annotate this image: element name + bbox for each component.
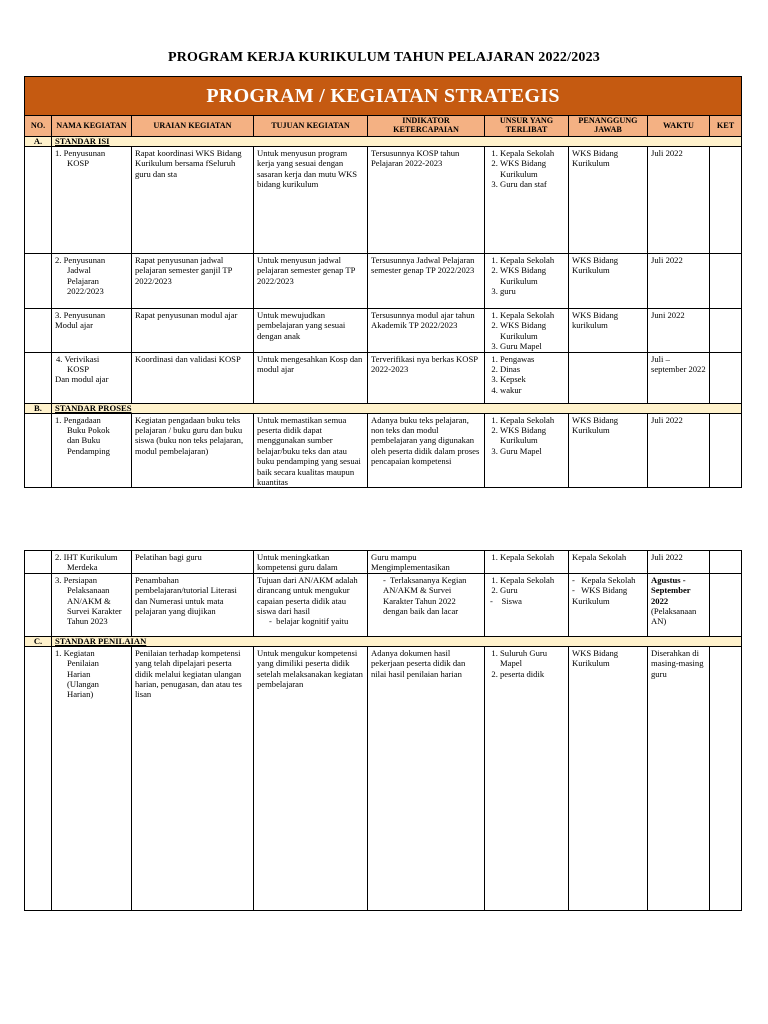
nama-line: Harian)	[67, 689, 94, 700]
header-waktu: WAKTU	[648, 116, 710, 137]
list-item: 3. Guru Mapel	[500, 341, 566, 351]
ket-cell	[710, 551, 742, 574]
nama-line: Buku Pokok	[67, 425, 110, 436]
section-no: C.	[25, 636, 52, 646]
banner-row	[25, 77, 742, 116]
ket-cell	[710, 573, 742, 636]
tujuan-cell: Untuk memastikan semua peserta didik dapat menggunakan sumber belajar/buku teks dan atau buku pendamping yang sesuai baik secara kualitas maupun kuantitas	[254, 413, 368, 488]
nama-line: 4. Verivikasi	[56, 353, 100, 364]
section-row-a	[25, 137, 742, 147]
nama-kegiatan-cell	[52, 309, 132, 353]
section-label: STANDAR PROSES	[52, 403, 742, 413]
pj-cell: WKS Bidang Kurikulum	[569, 413, 648, 488]
nama-line: Pendamping	[67, 445, 110, 456]
row-no-cell	[25, 147, 52, 254]
waktu-note: (Pelaksanaan AN)	[651, 606, 697, 627]
header-uraian-kegiatan: URAIAN KEGIATAN	[132, 116, 254, 137]
list-item: 2. Dinas	[500, 364, 566, 374]
table-row	[25, 413, 742, 488]
document-title: PROGRAM KERJA KURIKULUM TAHUN PELAJARAN 2022/2023	[167, 50, 600, 65]
list-item: 3. Guru Mapel	[500, 446, 566, 456]
table-row	[25, 573, 742, 636]
nama-line: 3. Penyusunan	[55, 310, 106, 320]
section-no: A.	[25, 137, 52, 147]
unsur-cell	[485, 413, 569, 488]
nama-line: AN/AKM &	[67, 595, 111, 606]
pj-cell: WKS Bidang Kurikulum	[569, 254, 648, 309]
waktu-cell: Diserahkan di masing-masing guru	[648, 646, 710, 910]
nama-line: Modul ajar	[55, 320, 93, 331]
waktu-cell: Juni 2022	[648, 309, 710, 353]
nama-kegiatan-cell	[52, 573, 132, 636]
nama-line: Merdeka	[67, 562, 98, 573]
header-unsur: UNSUR YANG TERLIBAT	[485, 116, 569, 137]
nama-line: Pelaksanaan	[67, 585, 110, 596]
pj-cell	[569, 573, 648, 636]
nama-line: Jadwal	[67, 265, 91, 276]
list-item: - Terlaksananya Kegian AN/AKM & Survei Karakter Tahun 2022 dengan baik dan lacar	[383, 574, 467, 617]
list-item: 4. wakur	[500, 385, 566, 395]
list-item: 2. WKS Bidang Kurikulum	[500, 158, 566, 179]
list-item: 2. peserta didik	[500, 669, 566, 679]
nama-line: KOSP	[67, 158, 89, 169]
ket-cell	[710, 309, 742, 353]
program-table-page-1	[24, 76, 742, 488]
indikator-cell: Tersusunnya KOSP tahun Pelajaran 2022-2023	[368, 147, 485, 254]
indikator-cell: Tersusunnya Jadwal Pelajaran semester genap TP 2022/2023	[368, 254, 485, 309]
nama-line: 1. Kegiatan	[55, 647, 95, 658]
header-ket: KET	[710, 116, 742, 137]
unsur-cell	[485, 254, 569, 309]
row-no-cell	[25, 413, 52, 488]
list-item: 2. WKS Bidang Kurikulum	[500, 320, 566, 341]
table-row	[25, 147, 742, 254]
indikator-cell: Adanya buku teks pelajaran, non teks dan modul pembelajaran yang digunakan oleh peserta didik dalam proses pencapaian kompetensi	[368, 413, 485, 488]
waktu-cell	[648, 573, 710, 636]
section-label: STANDAR ISI	[52, 137, 742, 147]
pj-cell: Kepala Sekolah	[569, 551, 648, 574]
nama-line: Penilaian	[67, 658, 99, 669]
list-item: 3. guru	[500, 286, 566, 296]
table-row	[25, 646, 742, 910]
nama-line: Tahun 2023	[67, 616, 108, 627]
unsur-cell	[485, 352, 569, 403]
list-item: 3. Kepsek	[500, 374, 566, 384]
list-item: - belajar kognitif yaitu	[269, 616, 349, 627]
waktu-cell: Juli 2022	[648, 413, 710, 488]
pj-cell	[569, 352, 648, 403]
nama-line: 3. Persiapan	[55, 574, 98, 585]
pj-cell: WKS Bidang Kurikulum	[569, 147, 648, 254]
nama-kegiatan-cell	[52, 413, 132, 488]
row-no-cell	[25, 352, 52, 403]
unsur-cell	[485, 573, 569, 636]
nama-kegiatan-cell	[52, 352, 132, 403]
section-no: B.	[25, 403, 52, 413]
indikator-cell: Tersusunnya modul ajar tahun Akademik TP 2022/2023	[368, 309, 485, 353]
uraian-cell: Koordinasi dan validasi KOSP	[132, 352, 254, 403]
tujuan-cell: Untuk menyusun jadwal pelajaran semester genap TP 2022/2023	[254, 254, 368, 309]
table-row	[25, 352, 742, 403]
list-item: 1. Kepala Sekolah	[500, 255, 566, 265]
list-item-text: Siswa	[501, 595, 523, 606]
uraian-cell: Rapat koordinasi WKS Bidang Kurikulum bersama fSeluruh guru dan sta	[132, 147, 254, 254]
header-indikator: INDIKATOR KETERCAPAIAN	[368, 116, 485, 137]
nama-line: Harian	[67, 668, 91, 679]
uraian-cell: Rapat penyusunan jadwal pelajaran semester ganjil TP 2022/2023	[132, 254, 254, 309]
header-penanggung-jawab: PENANGGUNG JAWAB	[569, 116, 648, 137]
nama-line: 2022/2023	[67, 286, 104, 297]
list-item-text: Kepala Sekolah	[581, 574, 636, 585]
header-no: NO.	[25, 116, 52, 137]
nama-kegiatan-cell	[52, 147, 132, 254]
nama-line: 2. IHT Kurikulum	[55, 552, 118, 562]
header-nama-kegiatan: NAMA KEGIATAN	[52, 116, 132, 137]
indikator-cell: Terverifikasi nya berkas KOSP 2022-2023	[368, 352, 485, 403]
nama-line: Pelajaran	[67, 275, 99, 286]
nama-line: 2. Penyusunan	[55, 255, 106, 265]
list-item-text: WKS Bidang Kurikulum	[572, 585, 628, 606]
uraian-cell: Kegiatan pengadaan buku teks pelajaran / buku guru dan buku siswa (buku non teks pelajaran, modul pembelajaran)	[132, 413, 254, 488]
list-item-text: Terlaksananya Kegian AN/AKM & Survei Karakter Tahun 2022 dengan baik dan lacar	[383, 574, 467, 617]
ket-cell	[710, 352, 742, 403]
tujuan-cell	[254, 573, 368, 636]
uraian-cell: Rapat penyusunan modul ajar	[132, 309, 254, 353]
nama-kegiatan-cell	[52, 254, 132, 309]
pj-cell: WKS Bidang Kurikulum	[569, 646, 648, 910]
nama-kegiatan-cell	[52, 551, 132, 574]
tujuan-cell: Untuk mengesahkan Kosp dan modul ajar	[254, 352, 368, 403]
nama-line: dan Buku	[67, 435, 101, 446]
table-row	[25, 309, 742, 353]
indikator-cell	[368, 573, 485, 636]
banner-title: PROGRAM / KEGIATAN STRATEGIS	[25, 77, 742, 116]
list-item: 1. Kepala Sekolah	[500, 148, 566, 158]
list-item: 1. Kepala Sekolah	[500, 415, 566, 425]
nama-kegiatan-cell	[52, 646, 132, 910]
pj-cell: WKS Bidang kurikulum	[569, 309, 648, 353]
row-no-cell	[25, 646, 52, 910]
list-item-text: belajar kognitif yaitu	[276, 616, 349, 627]
unsur-cell	[485, 646, 569, 910]
tujuan-cell: Untuk mengukur kompetensi yang dimiliki peserta didik setelah melaksanakan kegiatan pembelajaran	[254, 646, 368, 910]
nama-line: KOSP	[67, 364, 89, 375]
uraian-cell: Penambahan pembelajaran/tutorial Literasi dan Numerasi untuk mata pelajaran yang diujikan	[132, 573, 254, 636]
list-item: 1. Kepala Sekolah	[500, 575, 566, 585]
row-no-cell	[25, 309, 52, 353]
ket-cell	[710, 646, 742, 910]
list-item: 1. Pengawas	[500, 354, 566, 364]
uraian-cell: Penilaian terhadap kompetensi yang telah dipelajari peserta didik melalui kegiatan ulangan harian, penugasan, dan atau tes lisan	[132, 646, 254, 910]
tujuan-text: Tujuan dari AN/AKM adalah dirancang untuk mengukur capaian peserta didik atau siswa dari hasil	[257, 574, 358, 617]
header-row	[25, 116, 742, 137]
program-table-page-2	[24, 550, 742, 911]
waktu-cell: Juli 2022	[648, 147, 710, 254]
list-item: 2. Guru	[500, 585, 566, 595]
list-item: 1. Kepala Sekolah	[500, 310, 566, 320]
row-no-cell	[25, 254, 52, 309]
list-item: - WKS Bidang Kurikulum	[572, 585, 628, 606]
ket-cell	[710, 413, 742, 488]
nama-line: 1. Pengadaan	[55, 414, 101, 425]
uraian-cell: Pelatihan bagi guru	[132, 551, 254, 574]
tujuan-cell: Untuk mewujudkan pembelajaran yang sesuai dengan anak	[254, 309, 368, 353]
list-item: 3. Guru dan staf	[500, 179, 566, 189]
table-row	[25, 254, 742, 309]
list-item: 2. WKS Bidang Kurikulum	[500, 265, 566, 286]
waktu-cell: Juli 2022	[648, 551, 710, 574]
nama-line: Dan modul ajar	[55, 374, 109, 385]
list-item: 1. Suluruh Guru Mapel	[500, 648, 566, 669]
unsur-cell	[485, 309, 569, 353]
header-tujuan-kegiatan: TUJUAN KEGIATAN	[254, 116, 368, 137]
list-item: - Siswa	[490, 595, 523, 606]
tujuan-cell: Untuk meningkatkan kompetensi guru dalam	[254, 551, 368, 574]
unsur-cell	[485, 551, 569, 574]
nama-line: (Ulangan	[67, 679, 99, 690]
waktu-bold: Agustus - September 2022	[651, 574, 691, 606]
row-no-cell	[25, 551, 52, 574]
table-row	[25, 551, 742, 574]
ket-cell	[710, 254, 742, 309]
ket-cell	[710, 147, 742, 254]
section-label: STANDAR PENILAIAN	[52, 636, 742, 646]
indikator-cell: Adanya dokumen hasil pekerjaan peserta didik dan nilai hasil penilaian harian	[368, 646, 485, 910]
waktu-cell: Juli 2022	[648, 254, 710, 309]
section-row-b	[25, 403, 742, 413]
nama-line: 1. Penyusunan	[55, 148, 106, 158]
tujuan-cell: Untuk menyusun program kerja yang sesuai dengan sasaran kerja dan mutu WKS bidang kurikulum	[254, 147, 368, 254]
section-row-c	[25, 636, 742, 646]
list-item: - Kepala Sekolah	[572, 574, 636, 585]
unsur-cell	[485, 147, 569, 254]
list-item: 1. Kepala Sekolah	[500, 552, 566, 562]
indikator-cell: Guru mampu Mengimplementasikan	[368, 551, 485, 574]
waktu-cell: Juli – september 2022	[648, 352, 710, 403]
nama-line: Survei Karakter	[67, 606, 122, 617]
list-item: 2. WKS Bidang Kurikulum	[500, 425, 566, 446]
row-no-cell	[25, 573, 52, 636]
